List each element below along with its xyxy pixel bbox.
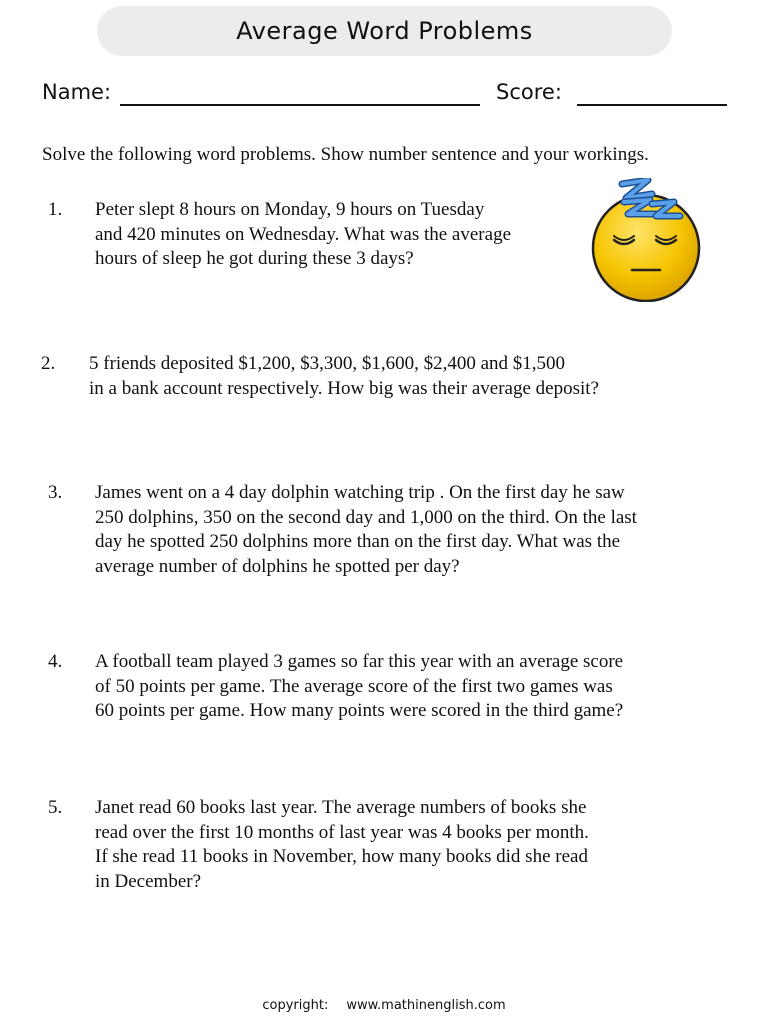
footer-copyright [0,998,768,1013]
problem-line: in a bank account respectively. How big was their average deposit? [89,377,599,399]
problem-line: 250 dolphins, 350 on the second day and 1,000 on the third. On the last [95,506,637,528]
problem-text [95,796,589,894]
problem-line: hours of sleep he got during these 3 days? [95,248,414,269]
problem-line: of 50 points per game. The average score of the first two games was [95,675,613,697]
instructions-text: Solve the following word problems. Show number sentence and your workings. [42,144,649,165]
problem-line: Janet read 60 books last year. The average numbers of books she [95,797,587,818]
problem-line: read over the first 10 months of last year was 4 books per month. [95,821,589,843]
problem-line: 60 points per game. How many points were scored in the third game? [95,700,624,721]
problem-line: If she read 11 books in November, how many books did she read [95,846,588,867]
worksheet-title: Average Word Problems [236,17,533,45]
problem-line: and 420 minutes on Wednesday. What was the average [95,223,511,245]
sleeping-face-icon [586,178,710,302]
problem-line: day he spotted 250 dolphins more than on the first day. What was the [95,531,621,552]
name-blank-line[interactable] [120,104,480,106]
problem-number: 5. [48,797,63,818]
problem-number: 3. [48,482,63,503]
problem-text [95,650,623,724]
website-link[interactable]: www.mathinenglish.com [346,998,506,1013]
problem-line: in December? [95,870,202,892]
problem-number: 1. [48,199,63,220]
problem-line: Peter slept 8 hours on Monday, 9 hours on Tuesday [95,199,485,220]
score-label: Score: [496,80,562,104]
problem-number: 4. [48,651,63,672]
problem-number: 2. [41,353,56,374]
worksheet-title-banner [97,6,672,56]
score-blank-line[interactable] [577,104,727,106]
problem-text [89,352,599,401]
problem-line: average number of dolphins he spotted per day? [95,555,460,577]
name-label: Name: [42,80,112,104]
copyright-label: copyright: [262,998,329,1013]
problem-line: James went on a 4 day dolphin watching trip . On the first day he saw [95,482,625,503]
problem-text [95,481,637,579]
problem-text [95,198,511,272]
problem-line: 5 friends deposited $1,200, $3,300, $1,600, $2,400 and $1,500 [89,353,566,374]
name-score-row [42,80,728,110]
problem-line: A football team played 3 games so far this year with an average score [95,651,624,672]
